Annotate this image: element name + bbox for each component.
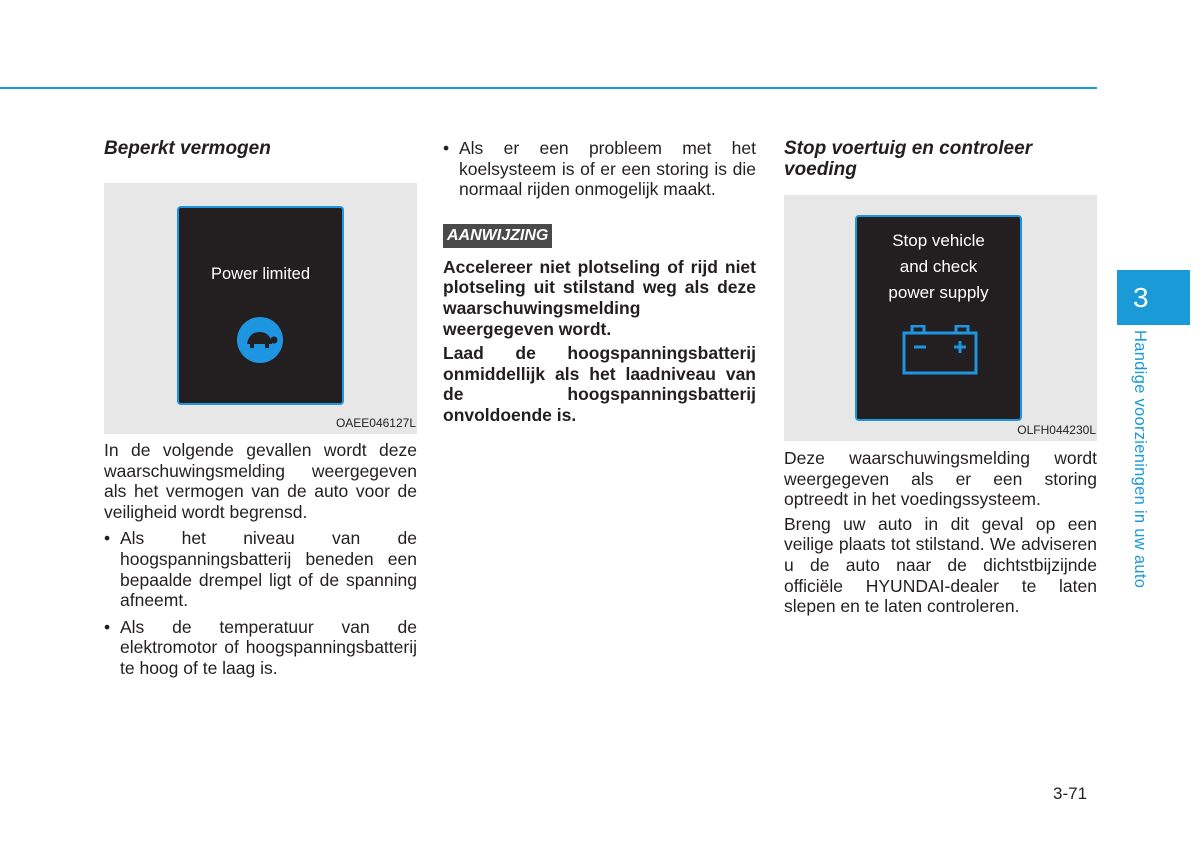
- display-message: Power limited: [210, 265, 311, 283]
- list-item-text: Als de temperatuur van de elektromotor of hoogspanningsbatterij te hoog of te laag is.: [120, 616, 417, 678]
- list-item-text: Als er een probleem met het koelsysteem is of er een storing is die normaal rijden onmogelijk maakt.: [459, 138, 756, 200]
- paragraph: Deze waarschuwingsmelding wordt weergegeven als er een storing optreedt in het voedingssysteem.: [784, 448, 1097, 510]
- note-paragraph: Accelereer niet plotseling of rijd niet plotseling uit stilstand weg als deze waarschuwingsmelding weergegeven wordt.: [443, 256, 756, 339]
- display-line: and check: [899, 257, 978, 276]
- paragraph-intro: In de volgende gevallen wordt deze waarschuwingsmelding weergegeven als het vermogen van de auto voor de veiligheid wordt begrensd.: [104, 440, 417, 522]
- note-paragraph: Laad de hoogspanningsbatterij onmiddellijk als het laadniveau van de hoogspanningsbatterij onvoldoende is.: [443, 343, 756, 425]
- list-item-text: Als het niveau van de hoogspanningsbatterij beneden een bepaalde drempel ligt of de spanning afneemt.: [120, 528, 417, 611]
- cluster-display-stop-vehicle: [855, 215, 1022, 421]
- list-item: [443, 138, 756, 200]
- figure-stop-vehicle: [784, 195, 1097, 441]
- figure-code: OLFH044230L: [1017, 423, 1096, 437]
- section-heading-limited-power: Beperkt vermogen: [104, 138, 271, 159]
- page-number: 3-71: [1053, 784, 1088, 803]
- top-rule: [0, 87, 1097, 89]
- figure-power-limited: [104, 183, 417, 434]
- bullet-dot: •: [104, 616, 111, 637]
- battery-icon: [902, 325, 978, 375]
- column-left: [104, 138, 417, 679]
- note-label: AANWIJZING: [443, 224, 552, 248]
- chapter-number-tab: 3: [1117, 270, 1190, 325]
- turtle-icon: [236, 316, 284, 364]
- bullet-dot: •: [104, 528, 111, 549]
- cluster-display-power-limited: [177, 206, 344, 405]
- section-heading-stop-vehicle: Stop voertuig en controleer voeding: [784, 138, 1033, 180]
- list-item: [104, 528, 417, 610]
- bullet-dot: •: [443, 138, 450, 158]
- list-item: [104, 617, 417, 679]
- display-line: power supply: [888, 283, 989, 302]
- column-right: [784, 138, 1097, 617]
- paragraph: Breng uw auto in dit geval op een veilige plaats tot stilstand. We adviseren u de auto naar de dichtstbijzijnde officiële HYUNDAI-dealer te laten slepen en te laten controleren.: [784, 513, 1097, 617]
- display-line: Stop vehicle: [892, 231, 985, 250]
- figure-code: OAEE046127L: [335, 416, 416, 430]
- column-middle: [443, 138, 756, 426]
- chapter-title: Handige voorzieningen in uw auto: [1131, 330, 1149, 589]
